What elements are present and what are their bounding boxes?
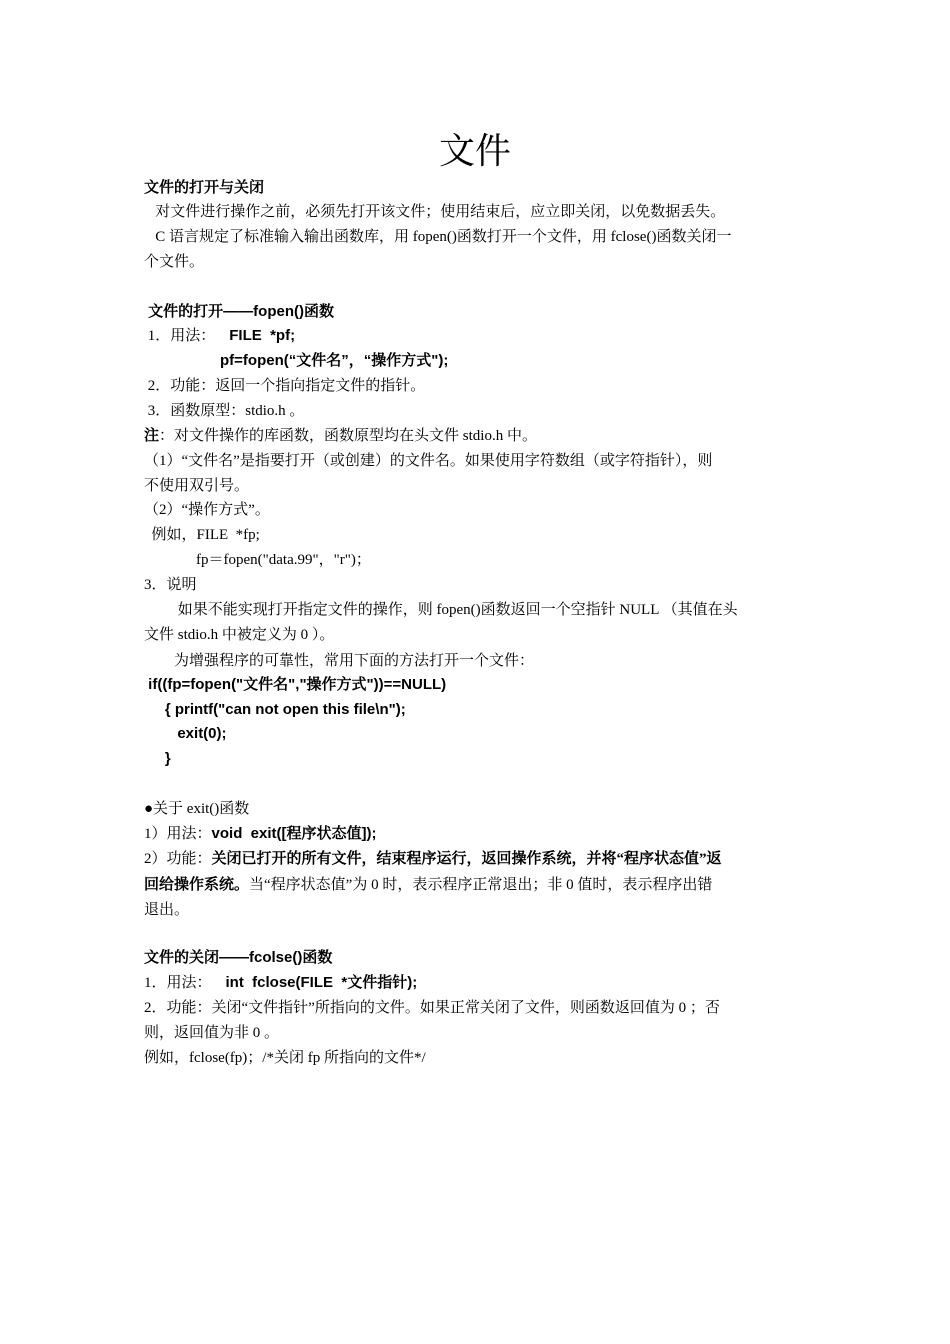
code-line: { printf("can not open this file\n"); [144,701,406,718]
paragraph-line: 3．说明 [144,577,197,593]
note-text: ：对文件操作的库函数，函数原型均在头文件 stdio.h 中。 [159,428,537,444]
paragraph-line: （2）“操作方式”。 [144,502,270,518]
example-code: fp＝fopen("data.99"，"r")； [196,552,371,568]
paragraph-line: 不使用双引号。 [144,478,250,494]
paragraph-line: 2．功能：关闭“文件指针”所指向的文件。如果正常关闭了文件，则函数返回值为 0 ；否 [144,1000,720,1016]
note-line [144,426,808,446]
paragraph-line: 2．功能：返回一个指向指定文件的指针。 [144,378,426,394]
function-text: 当“程序状态值”为 0 时，表示程序正常退出；非 0 值时，表示程序出错 [249,877,713,893]
code-declaration: FILE *pf; [229,327,296,344]
code-line: if((fp=fopen("文件名","操作方式"))==NULL) [144,676,447,693]
paragraph-line: 对文件进行操作之前，必须先打开该文件；使用结束后，应立即关闭，以免数据丢失。 [144,204,726,220]
paragraph-line: 退出。 [144,902,190,918]
usage-line [144,824,808,844]
usage-label: 1）用法： [144,826,212,842]
function-bold-text: 关闭已打开的所有文件，结束程序运行，返回操作系统，并将“程序状态值”返 [211,851,722,867]
paragraph-line: 则，返回值为非 0 。 [144,1025,280,1041]
bullet-heading-exit: ●关于 exit()函数 [144,801,250,817]
function-bold-text: 回给操作系统。 [144,877,250,893]
usage-label: 1．用法： [144,328,216,344]
function-line [144,849,808,869]
usage-line [144,326,808,346]
function-line [144,875,808,895]
example-line: 例如，fclose(fp)；/*关闭 fp 所指向的文件*/ [144,1050,426,1066]
paragraph-line: 如果不能实现打开指定文件的操作，则 fopen()函数返回一个空指针 NULL （其值在头 [144,602,738,618]
code-fopen-call: pf=fopen(“文件名”，“操作方式"); [220,352,449,369]
section-heading-fclose: 文件的关闭——fcolse()函数 [144,949,333,966]
paragraph-line: 3．函数原型：stdio.h 。 [144,403,305,419]
code-line: exit(0); [144,725,227,742]
paragraph-line: C 语言规定了标准输入输出函数库，用 fopen()函数打开一个文件，用 fclose()函数关闭一 [144,229,732,245]
page-title: 文件 [438,131,511,172]
code-fclose-signature: int fclose(FILE *文件指针); [225,974,418,991]
paragraph-line: （1）“文件名”是指要打开（或创建）的文件名。如果使用字符数组（或字符指针），则 [144,453,713,469]
example-line: 例如，FILE *fp; [144,527,260,543]
section-heading-open-close: 文件的打开与关闭 [144,179,265,196]
code-line: } [144,750,171,767]
code-exit-signature: void exit([程序状态值]); [211,825,377,842]
paragraph-line: 文件 stdio.h 中被定义为 0 ）。 [144,627,335,643]
paragraph-line: 为增强程序的可靠性，常用下面的方法打开一个文件： [144,653,535,669]
function-label: 2）功能： [144,851,212,867]
note-label: 注 [144,428,160,444]
usage-line [144,973,808,993]
paragraph-line: 个文件。 [144,254,205,270]
usage-label: 1．用法： [144,975,212,991]
section-heading-fopen: 文件的打开——fopen()函数 [144,303,334,320]
